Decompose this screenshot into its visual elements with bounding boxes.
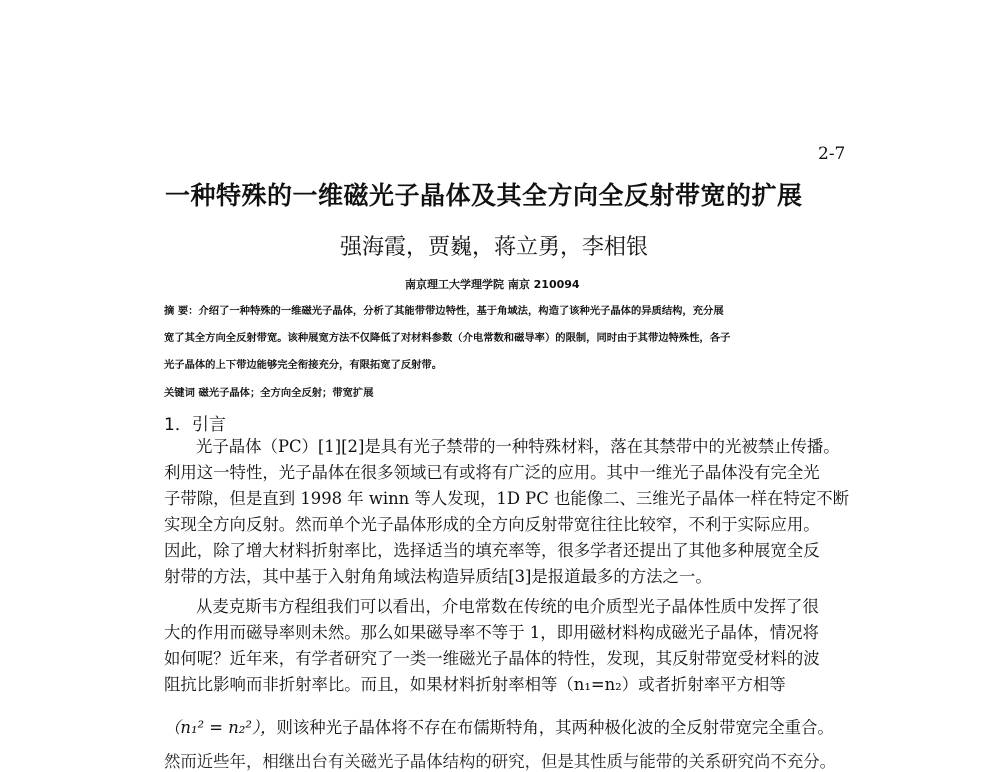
paragraph-line: 利用这一特性，光子晶体在很多领域已有或将有广泛的应用。其中一维光子晶体没有完全光 (164, 463, 820, 482)
paragraph-line: 射带的方法，其中基于入射角角域法构造异质结[3]是报道最多的方法之一。 (164, 567, 712, 586)
paragraph-line: 子带隙，但是直到 1998 年 winn 等人发现，1D PC 也能像二、三维光子晶体一样在特定不断 (164, 489, 849, 508)
page-number: 2-7 (818, 144, 846, 164)
keywords: 关键词 磁光子晶体；全方向全反射；带宽扩展 (164, 387, 374, 399)
paper-title: 一种特殊的一维磁光子晶体及其全方向全反射带宽的扩展 (165, 181, 803, 210)
paragraph-line: 大的作用而磁导率则未然。那么如果磁导率不等于 1，即用磁材料构成磁光子晶体，情况将 (164, 623, 819, 642)
paragraph-line: 从麦克斯韦方程组我们可以看出，介电常数在传统的电介质型光子晶体性质中发挥了很 (196, 597, 819, 616)
abstract-line: 摘 要：介绍了一种特殊的一维磁光子晶体，分析了其能带带边特性，基于角域法，构造了该种光子晶体的异质结构，充分展 (164, 305, 724, 317)
affiliation: 南京理工大学理学院 南京 210094 (405, 278, 580, 291)
authors: 强海霞，贾巍，蒋立勇，李相银 (340, 235, 649, 260)
abstract-line: 光子晶体的上下带边能够完全衔接充分，有限拓宽了反射带。 (164, 359, 443, 371)
paragraph-line: 光子晶体（PC）[1][2]是具有光子禁带的一种特殊材料，落在其禁带中的光被禁止传播。 (196, 437, 840, 456)
section-heading: 1．引言 (164, 415, 226, 435)
paragraph-line: 实现全方向反射。然而单个光子晶体形成的全方向反射带宽往往比较窄，不利于实际应用。 (164, 515, 820, 534)
paragraph-line: 因此，除了增大材料折射率比，选择适当的填充率等，很多学者还提出了其他多种展宽全反 (164, 541, 820, 560)
formula-line-text: 则该种光子晶体将不存在布儒斯特角，其两种极化波的全反射带宽完全重合。 (276, 718, 834, 737)
formula-line (164, 714, 834, 738)
inline-formula: （n₁² = n₂²）， (164, 718, 277, 737)
paragraph-line: 阻抗比影响而非折射率比。而且，如果材料折射率相等（n₁=n₂）或者折射率平方相等 (164, 675, 786, 694)
paragraph-line: 如何呢？近年来，有学者研究了一类一维磁光子晶体的特性，发现，其反射带宽受材料的波 (164, 649, 820, 668)
abstract-line: 宽了其全方向全反射带宽。该种展宽方法不仅降低了对材料参数（介电常数和磁导率）的限制，同时由于其带边特殊性，各子 (164, 332, 731, 344)
cut-off-line: 然而近些年，相继出台有关磁光子晶体结构的研究，但是其性质与能带的关系研究尚不充分。 (164, 752, 837, 771)
